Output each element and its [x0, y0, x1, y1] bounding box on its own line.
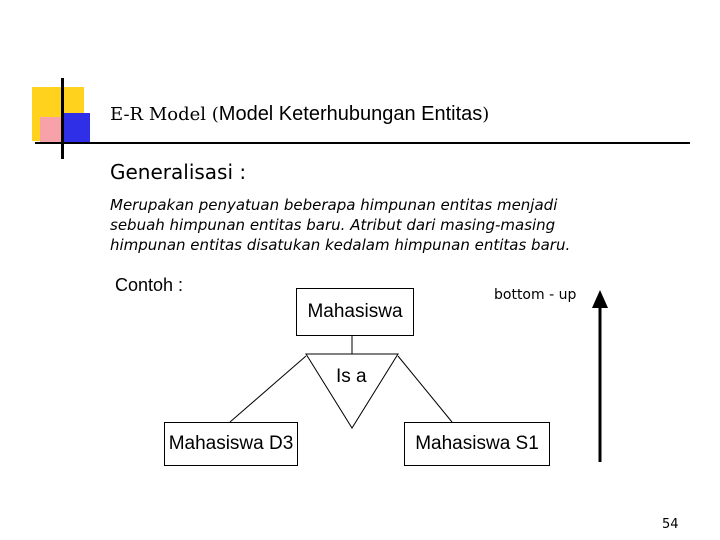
superclass-label: Mahasiswa — [307, 301, 403, 322]
line-to-s1 — [398, 356, 452, 422]
subclass-d3-label: Mahasiswa D3 — [168, 433, 294, 454]
example-label: Contoh : — [115, 275, 184, 295]
subclass-s1-label: Mahasiswa S1 — [415, 433, 539, 454]
definition-paragraph: Merupakan penyatuan beberapa himpunan entitas menjadi sebuah himpunan entitas baru. Atribut dari masing-masing himpunan entitas disatukan kedalam himpunan entitas baru. — [110, 196, 571, 254]
title-part-1: E-R Model ( — [110, 104, 219, 125]
line-to-d3 — [230, 356, 306, 422]
section-heading: Generalisasi : — [110, 160, 247, 184]
title-part-2: Model Keterhubungan Entitas — [218, 103, 483, 125]
page-number: 54 — [662, 517, 679, 532]
direction-label: bottom - up — [494, 287, 577, 303]
subclass-d3-entity — [164, 422, 298, 466]
isa-label: Is a — [336, 366, 367, 387]
superclass-entity — [296, 288, 414, 336]
bottom-up-arrow-head — [592, 290, 608, 308]
subclass-s1-entity — [404, 422, 550, 466]
title-part-3: ) — [482, 104, 490, 125]
